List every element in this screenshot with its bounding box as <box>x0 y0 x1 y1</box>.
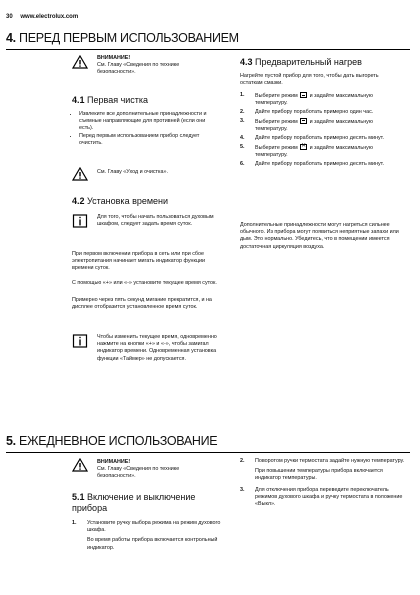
section-4-2-heading: 4.2 Установка времени <box>72 196 169 206</box>
preheat-outro: Дополнительные принадлежности могут нагреться сильнее обычного. Из прибора могут появиться неприятные запахи или дым. Это нормально. Убедитесь, что в помещении имеется достаточная циркуляция воздуха. <box>240 222 399 250</box>
list-item: • Перед первым использованием прибор следует очистить. <box>79 133 219 147</box>
warning-clean-note: См. Главу «Уход и очистка». <box>97 169 168 175</box>
bottom-heat-icon <box>300 92 307 98</box>
list-item: 4. Дайте прибору поработать примерно десять минут. <box>240 134 385 141</box>
onoff-steps <box>72 520 224 553</box>
first-clean-list <box>72 111 219 147</box>
site-url: www.electrolux.com <box>20 14 79 20</box>
list-item: 3. Выберите режим и задайте максимальную температуру. <box>240 117 373 132</box>
section-4-heading: 4. ПЕРЕД ПЕРВЫМ ИСПОЛЬЗОВАНИЕМ <box>6 31 239 45</box>
list-item: 2. Поворотом ручки термостата задайте нужную температуру. При повышении температуры прибора включается индикатор температуры. <box>240 458 405 482</box>
section-5-1-heading: 5.1 Включение и выключение прибора <box>72 492 196 513</box>
warning-icon <box>72 167 88 181</box>
warning-note: ВНИМАНИЕ! См. Главу «Сведения по технике безопасности». <box>97 55 180 76</box>
list-item: 6. Дайте прибору поработать примерно десять минут. <box>240 160 385 167</box>
time-para-3: Примерно через пять секунд мигание прекратится, и на дисплее отобразится установленное время суток. <box>72 297 212 311</box>
list-item: 3. Для отключения прибора переведите переключатель режимов духового шкафа и ручку термостата в положение «Выкл». <box>240 486 403 508</box>
list-item: 2. Дайте прибору поработать примерно один час. <box>240 109 374 115</box>
page-header <box>6 14 78 20</box>
top-heat-icon <box>300 118 307 124</box>
list-item: 1. Установите ручку выбора режима на режим духового шкафа. Во время работы прибора включается контрольный индикатор. <box>72 520 221 551</box>
section-5-heading: 5. ЕЖЕДНЕВНОЕ ИСПОЛЬЗОВАНИЕ <box>6 434 218 448</box>
fan-heat-icon <box>300 144 307 150</box>
info-set-time: Для того, чтобы начать пользоваться духовым шкафом, следует задать время суток. <box>97 214 214 228</box>
warning-note: ВНИМАНИЕ! См. Главу «Сведения по технике безопасности». <box>97 459 180 480</box>
info-icon <box>72 334 88 348</box>
section-4-1-heading: 4.1 Первая чистка <box>72 95 149 105</box>
section-5-rule <box>6 452 410 453</box>
warning-icon <box>72 458 88 472</box>
time-para-1: При первом включении прибора в сеть или при сбое электропитания начинает мигать индикатор функции времени суток. <box>72 251 205 272</box>
section-4-rule <box>6 49 410 50</box>
time-para-2: С помощью «+» или «-» установите текущее время суток. <box>72 280 217 286</box>
list-item: 5. Выберите режим ✕ и задайте максимальную температуру. <box>240 144 406 159</box>
info-icon <box>72 214 88 228</box>
page-number: 30 <box>6 14 13 20</box>
info-change-time: Чтобы изменить текущее время, одновременно нажмите на кнопки «+» и «-», чтобы замигал индикатор времени. Одновременная установка функции «Таймер» не допускается. <box>97 334 217 362</box>
list-item: 1. Выберите режим и задайте максимальную температуру. <box>240 92 373 107</box>
warning-icon <box>72 55 88 69</box>
list-item: • Извлеките все дополнительные принадлежности и съемные направляющие для противней (если они есть). <box>79 111 219 133</box>
onoff-steps-continued <box>240 458 406 510</box>
preheat-intro: Нагрейте пустой прибор для того, чтобы дать выгореть остаткам смазки. <box>240 73 379 87</box>
section-4-3-heading: 4.3 Предварительный нагрев <box>240 57 362 67</box>
preheat-steps <box>240 92 406 169</box>
